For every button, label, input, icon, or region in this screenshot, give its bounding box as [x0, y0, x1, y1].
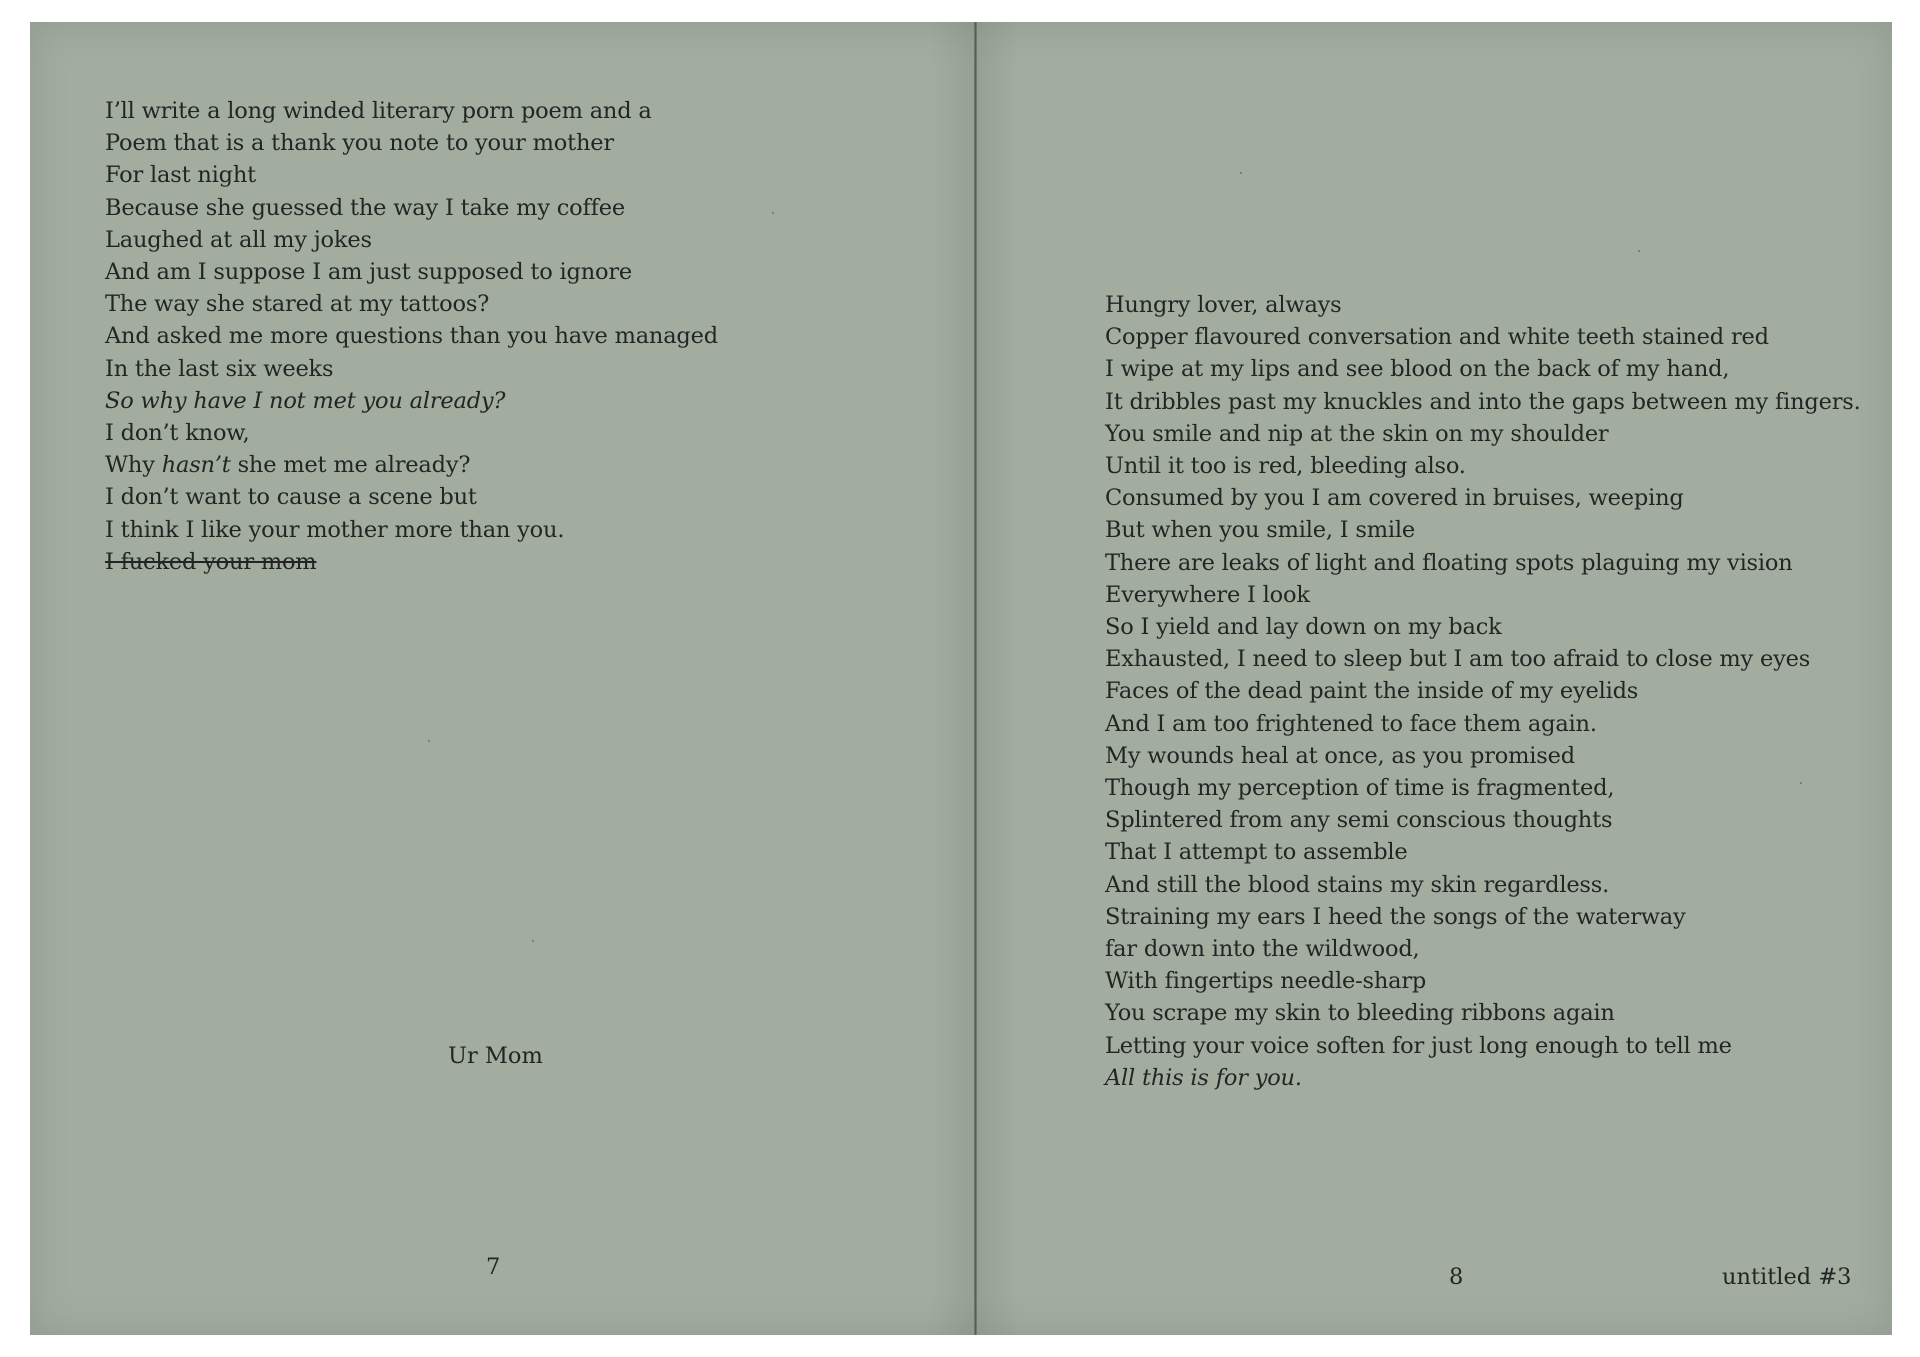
poem-line-segment: she met me already?	[230, 452, 471, 479]
left-page	[30, 22, 975, 1335]
poem-line: With fingertips needle-sharp	[1105, 968, 1427, 995]
poem-line-segment: Why	[105, 452, 162, 479]
poem-line-segment: hasn’t	[161, 452, 231, 479]
paper-speck	[1638, 250, 1640, 252]
poem-line: All this is for you.	[1105, 1064, 1302, 1091]
poem-line: Letting your voice soften for just long enough to tell me	[1105, 1032, 1732, 1059]
poem-line: So why have I not met you already?	[105, 387, 506, 414]
poem-line: I wipe at my lips and see blood on the back of my hand,	[1105, 356, 1730, 383]
poem-line: And am I suppose I am just supposed to ignore	[105, 259, 633, 286]
poem-line: And still the blood stains my skin regardless.	[1105, 871, 1610, 898]
poem-line: Hungry lover, always	[1105, 292, 1342, 318]
booklet-spread	[30, 22, 1892, 1335]
page-number-left: 7	[486, 1254, 501, 1280]
poem-line	[105, 449, 718, 481]
poem-line: Straining my ears I heed the songs of the waterway	[1105, 903, 1686, 930]
poem-line: I don’t want to cause a scene but	[105, 484, 477, 511]
poem-signature: Ur Mom	[448, 1043, 543, 1069]
poem-line: Copper flavoured conversation and white teeth stained red	[1105, 324, 1769, 351]
poem-line: I think I like your mother more than you.	[105, 516, 565, 543]
page-number-right: 8	[1449, 1264, 1464, 1290]
poem-line: I don’t know,	[105, 420, 250, 447]
paper-speck	[1240, 172, 1242, 174]
poem-line: The way she stared at my tattoos?	[105, 291, 490, 318]
poem-line: In the last six weeks	[105, 355, 334, 382]
right-page	[977, 22, 1892, 1335]
poem-line: There are leaks of light and floating spots plaguing my vision	[1105, 549, 1793, 576]
paper-speck	[1800, 782, 1802, 784]
poem-line: So I yield and lay down on my back	[1105, 614, 1502, 641]
poem-line: I fucked your mom	[105, 548, 317, 575]
poem-line: For last night	[105, 162, 257, 189]
poem-line: Because she guessed the way I take my coffee	[105, 194, 626, 221]
paper-speck	[772, 212, 774, 214]
poem-line: My wounds heal at once, as you promised	[1105, 742, 1575, 769]
poem-line: Everywhere I look	[1105, 581, 1310, 608]
poem-line: Faces of the dead paint the inside of my eyelids	[1105, 678, 1639, 705]
poem-line: Though my perception of time is fragmented,	[1105, 775, 1615, 802]
poem-line: I’ll write a long winded literary porn poem and a	[105, 98, 652, 124]
left-poem	[105, 95, 718, 578]
paper-speck	[532, 940, 534, 942]
poem-line: You smile and nip at the skin on my shoulder	[1105, 420, 1609, 447]
poem-line: Poem that is a thank you note to your mother	[105, 130, 614, 157]
poem-line: That I attempt to assemble	[1105, 839, 1408, 866]
right-poem	[1105, 289, 1861, 1094]
poem-line: Laughed at all my jokes	[105, 226, 372, 253]
poem-line: But when you smile, I smile	[1105, 517, 1415, 544]
poem-line: It dribbles past my knuckles and into the gaps between my fingers.	[1105, 388, 1861, 415]
poem-line: Splintered from any semi conscious thoughts	[1105, 807, 1613, 834]
poem-line: Until it too is red, bleeding also.	[1105, 453, 1466, 480]
poem-line: And I am too frightened to face them again.	[1105, 710, 1597, 737]
poem-line: far down into the wildwood,	[1105, 936, 1420, 963]
section-title: untitled #3	[1722, 1264, 1852, 1290]
poem-line: Exhausted, I need to sleep but I am too afraid to close my eyes	[1105, 646, 1811, 673]
paper-speck	[428, 740, 430, 742]
poem-line: Consumed by you I am covered in bruises, weeping	[1105, 485, 1684, 512]
poem-line: You scrape my skin to bleeding ribbons again	[1105, 1000, 1615, 1027]
poem-line: And asked me more questions than you have managed	[105, 323, 718, 350]
